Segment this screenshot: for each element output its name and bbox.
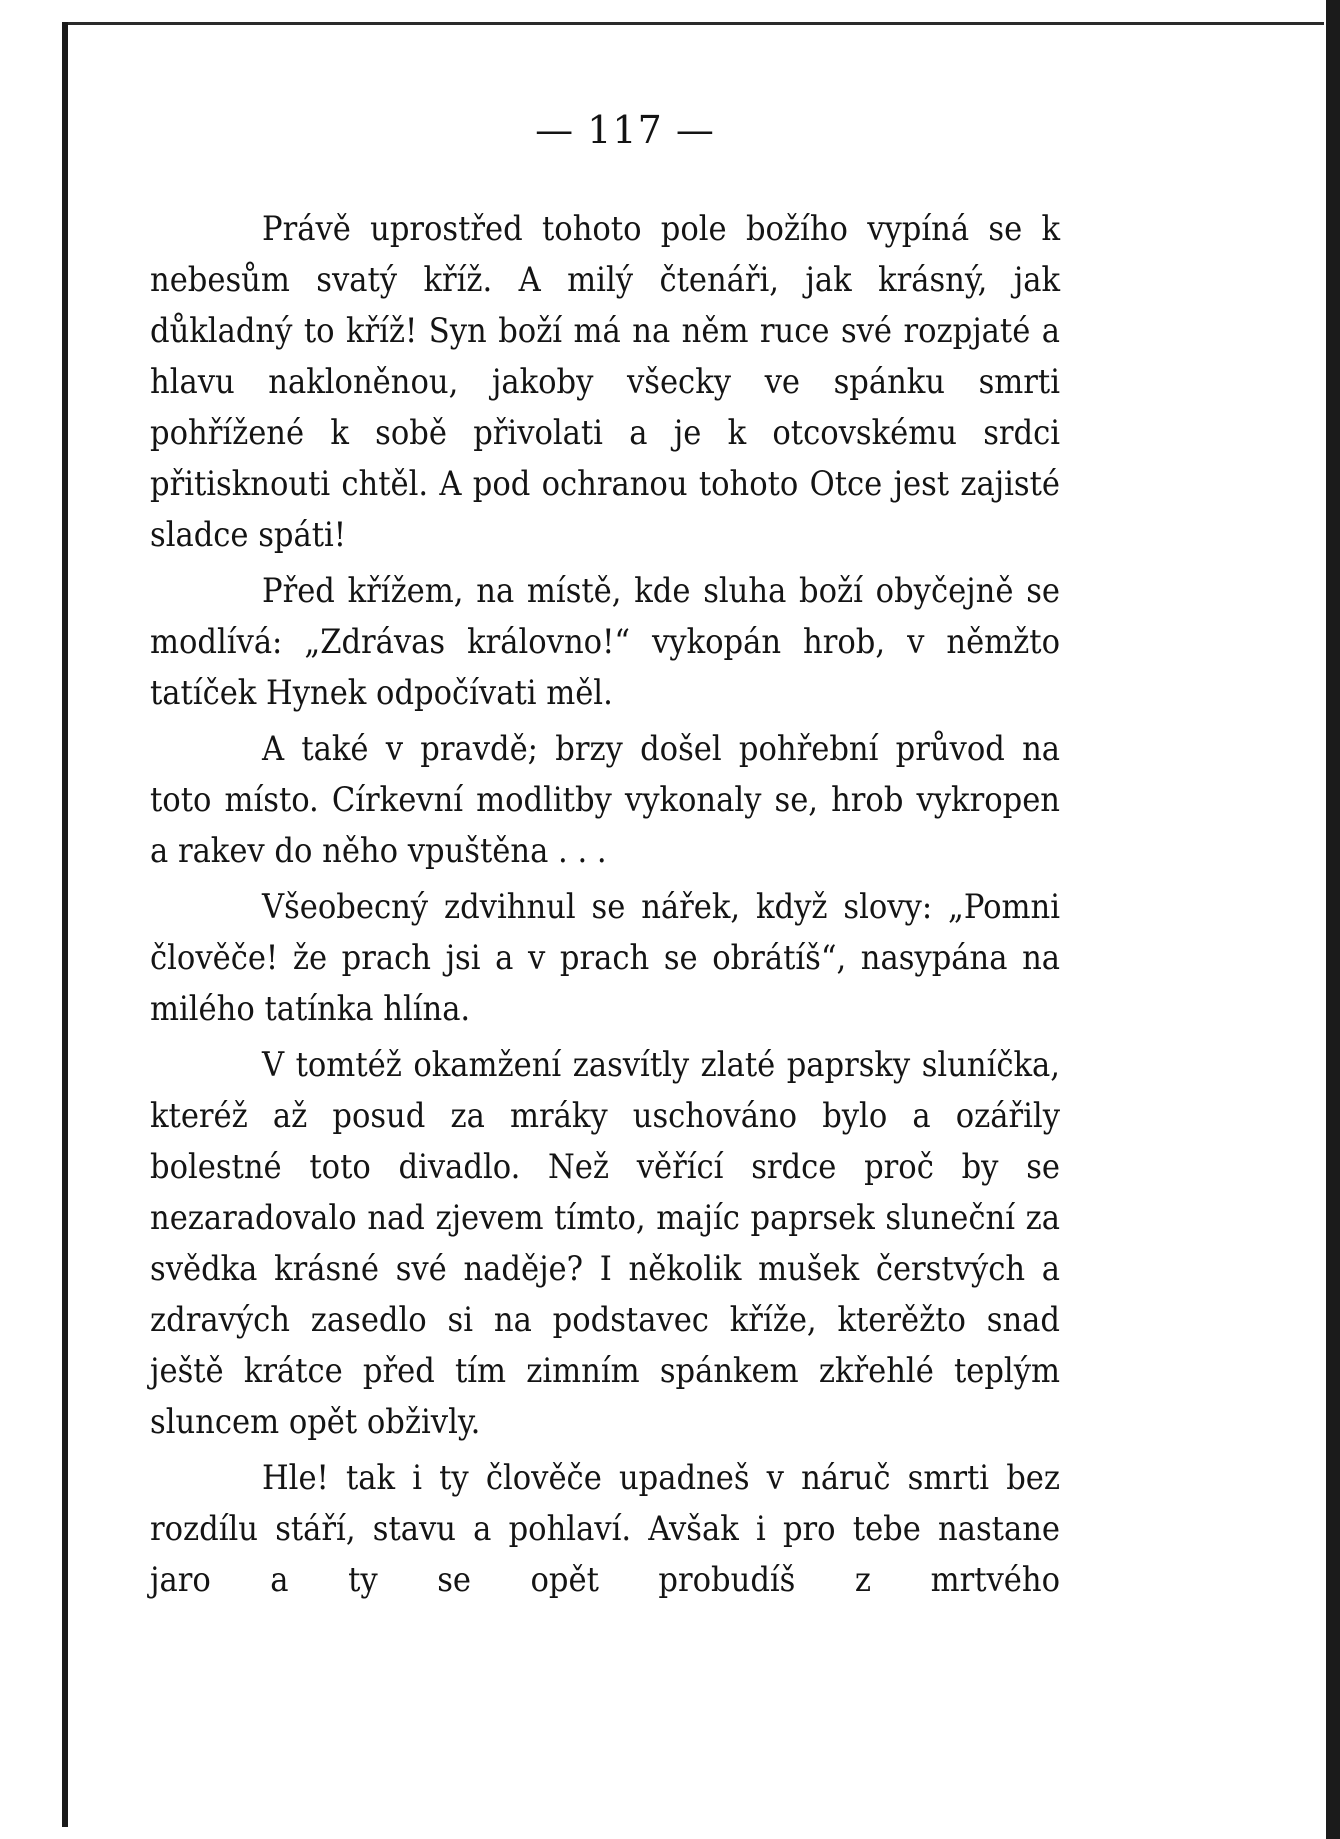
paragraph-4: Všeobecný zdvihnul se nářek, když slovy: „Pomni člověče! že prach jsi a v prach se obrátíš“, nasypána na milého tatínka hlína. (150, 887, 1060, 1029)
paragraph-2: Před křížem, na místě, kde sluha boží obyčejně se modlívá: „Zdrávas královno!“ vykopán hrob, v němžto tatíček Hynek odpočívati měl. (150, 571, 1060, 713)
left-border-line (62, 22, 68, 1827)
page-text-block (150, 108, 1060, 1611)
page-number: — 117 — (535, 108, 715, 152)
paragraph-6: Hle! tak i ty člověče upadneš v náruč smrti bez rozdílu stáří, stavu a pohlaví. Avšak i pro tebe nastane jaro a ty se opět probudíš z mrtvého (150, 1458, 1060, 1600)
paragraph-5: V tomtéž okamžení zasvítly zlaté paprsky sluníčka, kteréž až posud za mráky uschováno bylo a ozářily bolestné toto divadlo. Než věřící srdce proč by se nezaradovalo nad zjevem tímto, majíc paprsek sluneční za svědka krásné své naděje? I několik mušek čerstvých a zdravých zasedlo si na podstavec kříže, kterěžto snad ještě krátce před tím zimním spánkem zkřehlé teplým sluncem opět obživly. (150, 1045, 1060, 1442)
top-border-line (62, 22, 1324, 25)
right-page-edge (1326, 0, 1340, 1839)
paragraph-3: A také v pravdě; brzy došel pohřební průvod na toto místo. Církevní modlitby vykonaly se, hrob vykropen a rakev do něho vpuštěna . . . (150, 729, 1060, 871)
paragraph-1: Právě uprostřed tohoto pole božího vypíná se k nebesům svatý kříž. A milý čtenáři, jak krásný, jak důkladný to kříž! Syn boží má na něm ruce své rozpjaté a hlavu nakloněnou, jakoby všecky ve spánku smrti pohřížené k sobě přivolati a je k otcovskému srdci přitisknouti chtěl. A pod ochranou tohoto Otce jest zajisté sladce spáti! (150, 209, 1060, 555)
